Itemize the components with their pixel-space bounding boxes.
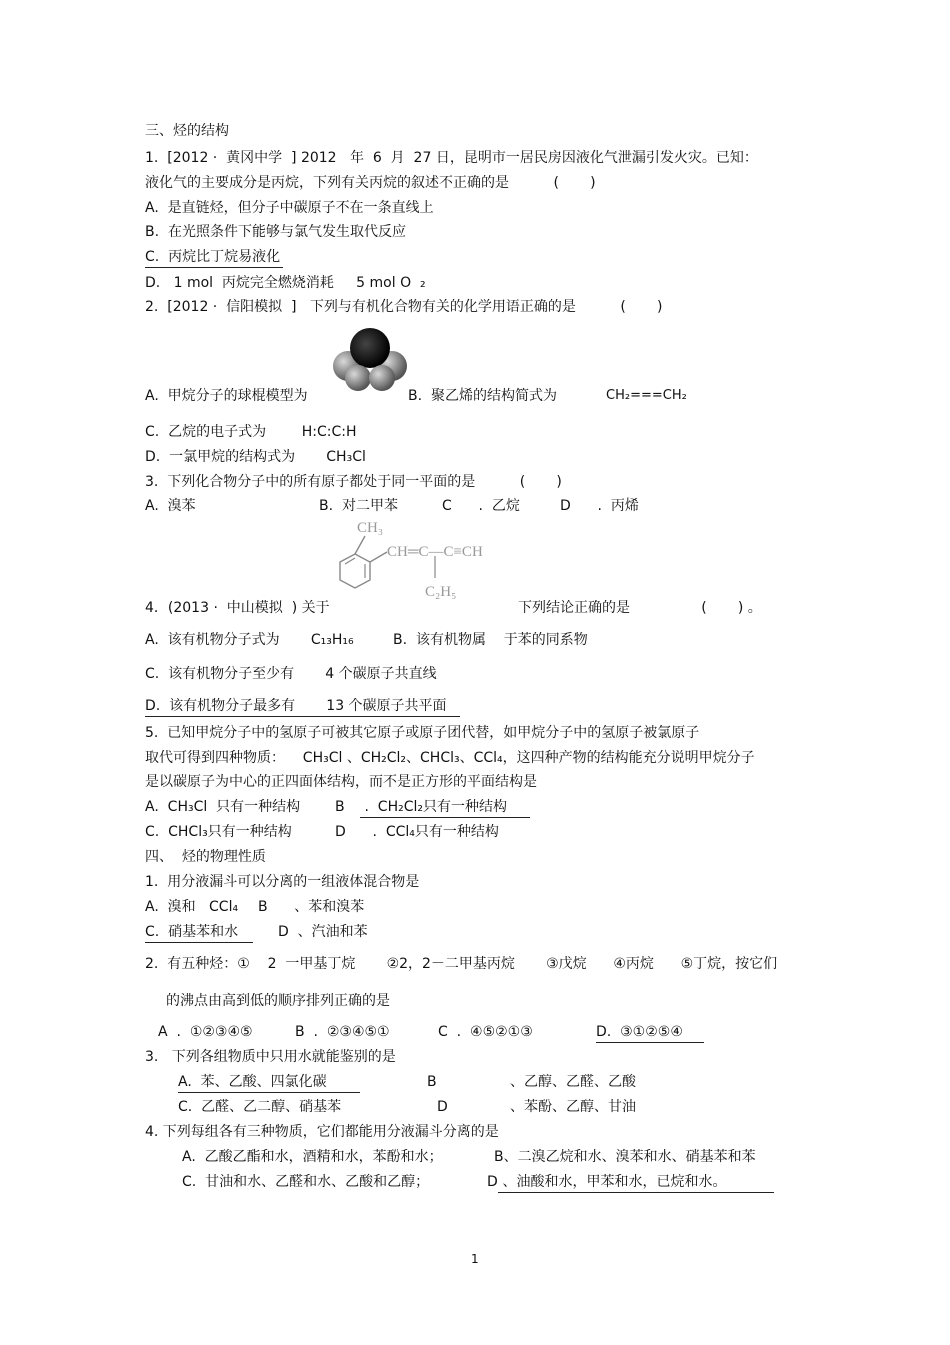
- s4-q3-option-c: C. 乙醛、乙二醇、硝基苯: [178, 1099, 342, 1115]
- q4-struct-chain: CH═C—C≡CH: [387, 544, 483, 560]
- s4-q2-option-d-answer: D. ③①②⑤④: [596, 1023, 704, 1043]
- q2-option-c: C. 乙烷的电子式为 H:C:C:H: [145, 424, 357, 440]
- q2-option-d: D. 一氯甲烷的结构式为 CH₃Cl: [145, 449, 366, 465]
- s4-q3-option-d-prefix: D: [437, 1099, 448, 1115]
- q5-stem-line3: 是以碳原子为中心的正四面体结构，而不是正方形的平面结构是: [145, 774, 537, 790]
- s4-q3-option-a-answer: A. 苯、乙酸、四氯化碳: [178, 1073, 360, 1093]
- q5-stem-line1: 5. 已知甲烷分子中的氢原子可被其它原子或原子团代替，如甲烷分子中的氢原子被氯原子: [145, 725, 700, 741]
- q4-structure-formula-image: [335, 514, 520, 602]
- s4-q4-option-c: C. 甘油和水、乙醛和水、乙酸和乙醇；: [182, 1174, 430, 1190]
- q4-option-a: A. 该有机物分子式为 C₁₃H₁₆: [145, 632, 354, 648]
- q1-option-b: B. 在光照条件下能够与氯气发生取代反应: [145, 224, 406, 240]
- q4-option-c: C. 该有机物分子至少有 4 个碳原子共直线: [145, 666, 437, 682]
- s4-q3-stem: 3. 下列各组物质中只用水就能鉴别的是: [145, 1049, 396, 1065]
- s4-q1-option-a: A. 溴和 CCl₄: [145, 899, 239, 915]
- s4-q4-option-b: B、二溴乙烷和水、溴苯和水、硝基苯和苯: [494, 1149, 756, 1165]
- q2-option-a: A. 甲烷分子的球棍模型为: [145, 388, 308, 404]
- s4-q3-option-b-prefix: B: [427, 1074, 437, 1090]
- q2-option-b-formula: CH₂===CH₂: [606, 388, 687, 403]
- q4-stem-left: 4．(2013 · 中山模拟 ) 关于: [145, 600, 330, 616]
- q3-option-d: D . 丙烯: [560, 498, 639, 514]
- section-heading-3: 三、烃的结构: [145, 123, 229, 139]
- q5-option-d: D . CCl₄只有一种结构: [335, 824, 499, 840]
- s4-q3-option-b: 、乙醇、乙醛、乙酸: [510, 1074, 636, 1090]
- s4-q4-option-d-prefix: D: [487, 1174, 498, 1190]
- q4-struct-ch3: CH₃: [357, 520, 384, 536]
- s4-q1-stem: 1. 用分液漏斗可以分离的一组液体混合物是: [145, 874, 420, 890]
- q4-stem-right: 下列结论正确的是 ( ) 。: [518, 600, 762, 616]
- q4-struct-c2h5: C₂H₅: [425, 584, 457, 600]
- s4-q3-option-d: 、苯酚、乙醇、甘油: [510, 1099, 636, 1115]
- q5-option-c: C. CHCl₃只有一种结构: [145, 824, 292, 840]
- s4-q2-option-b: B . ②③④⑤①: [295, 1024, 390, 1040]
- q5-stem-line2: 取代可得到四种物质： CH₃Cl 、CH₂Cl₂、CHCl₃、CCl₄，这四种产物的结构能充分说明甲烷分子: [145, 750, 755, 766]
- q1-option-a: A. 是直链烃，但分子中碳原子不在一条直线上: [145, 200, 434, 216]
- q1-option-c-answer: C. 丙烷比丁烷易液化: [145, 248, 283, 268]
- s4-q2-option-a: A . ①②③④⑤: [158, 1024, 253, 1040]
- s4-q2-option-c: C . ④⑤②①③: [438, 1024, 533, 1040]
- q5-option-a: A. CH₃Cl 只有一种结构: [145, 799, 301, 815]
- s4-q1-option-b: B 、苯和溴苯: [258, 899, 365, 915]
- s4-q4-stem: 4. 下列每组各有三种物质，它们都能用分液漏斗分离的是: [145, 1124, 499, 1140]
- q5-option-b-answer: . CH₂Cl₂只有一种结构: [360, 798, 530, 818]
- q1-stem-line2: 液化气的主要成分是丙烷，下列有关丙烷的叙述不正确的是 ( ): [145, 175, 596, 191]
- q1-stem-line1: 1. [2012 · 黄冈中学 ] 2012 年 6 月 27 日，昆明市一居民房因液化气泄漏引发火灾。已知：: [145, 150, 758, 166]
- q2-option-b: B. 聚乙烯的结构简式为: [408, 388, 557, 404]
- s4-q2-stem-line2: 的沸点由高到低的顺序排列正确的是: [166, 993, 390, 1009]
- q4-option-b: B. 该有机物属 于苯的同系物: [393, 632, 588, 648]
- q1-option-d: D. 1 mol 丙烷完全燃烧消耗 5 mol O ₂: [145, 275, 426, 291]
- q5-option-b-prefix: B: [335, 799, 358, 815]
- methane-ball-model-image: [328, 328, 412, 392]
- s4-q4-option-d-answer: 、油酸和水，甲苯和水，已烷和水。: [498, 1173, 774, 1193]
- q3-stem: 3. 下列化合物分子中的所有原子都处于同一平面的是 ( ): [145, 474, 562, 490]
- section-heading-4: 四、 烃的物理性质: [145, 849, 266, 865]
- page-number: 1: [471, 1252, 479, 1266]
- q4-option-d-answer: D. 该有机物分子最多有 13 个碳原子共平面: [145, 697, 460, 717]
- s4-q4-option-a: A. 乙酸乙酯和水，酒精和水，苯酚和水；: [182, 1149, 443, 1165]
- s4-q2-stem: 2. 有五种烃：① 2 一甲基丁烷 ②2，2－二甲基丙烷 ③戊烷 ④丙烷 ⑤丁烷，按它们: [145, 956, 778, 972]
- q3-option-c: C . 乙烷: [442, 498, 520, 514]
- s4-q1-option-c-answer: C. 硝基苯和水: [145, 923, 253, 943]
- q3-option-b: B. 对二甲苯: [319, 498, 398, 514]
- q2-stem: 2. [2012 · 信阳模拟 ] 下列与有机化合物有关的化学用语正确的是 ( ): [145, 299, 663, 315]
- q3-option-a: A. 溴苯: [145, 498, 196, 514]
- s4-q1-option-d: D 、汽油和苯: [278, 924, 368, 940]
